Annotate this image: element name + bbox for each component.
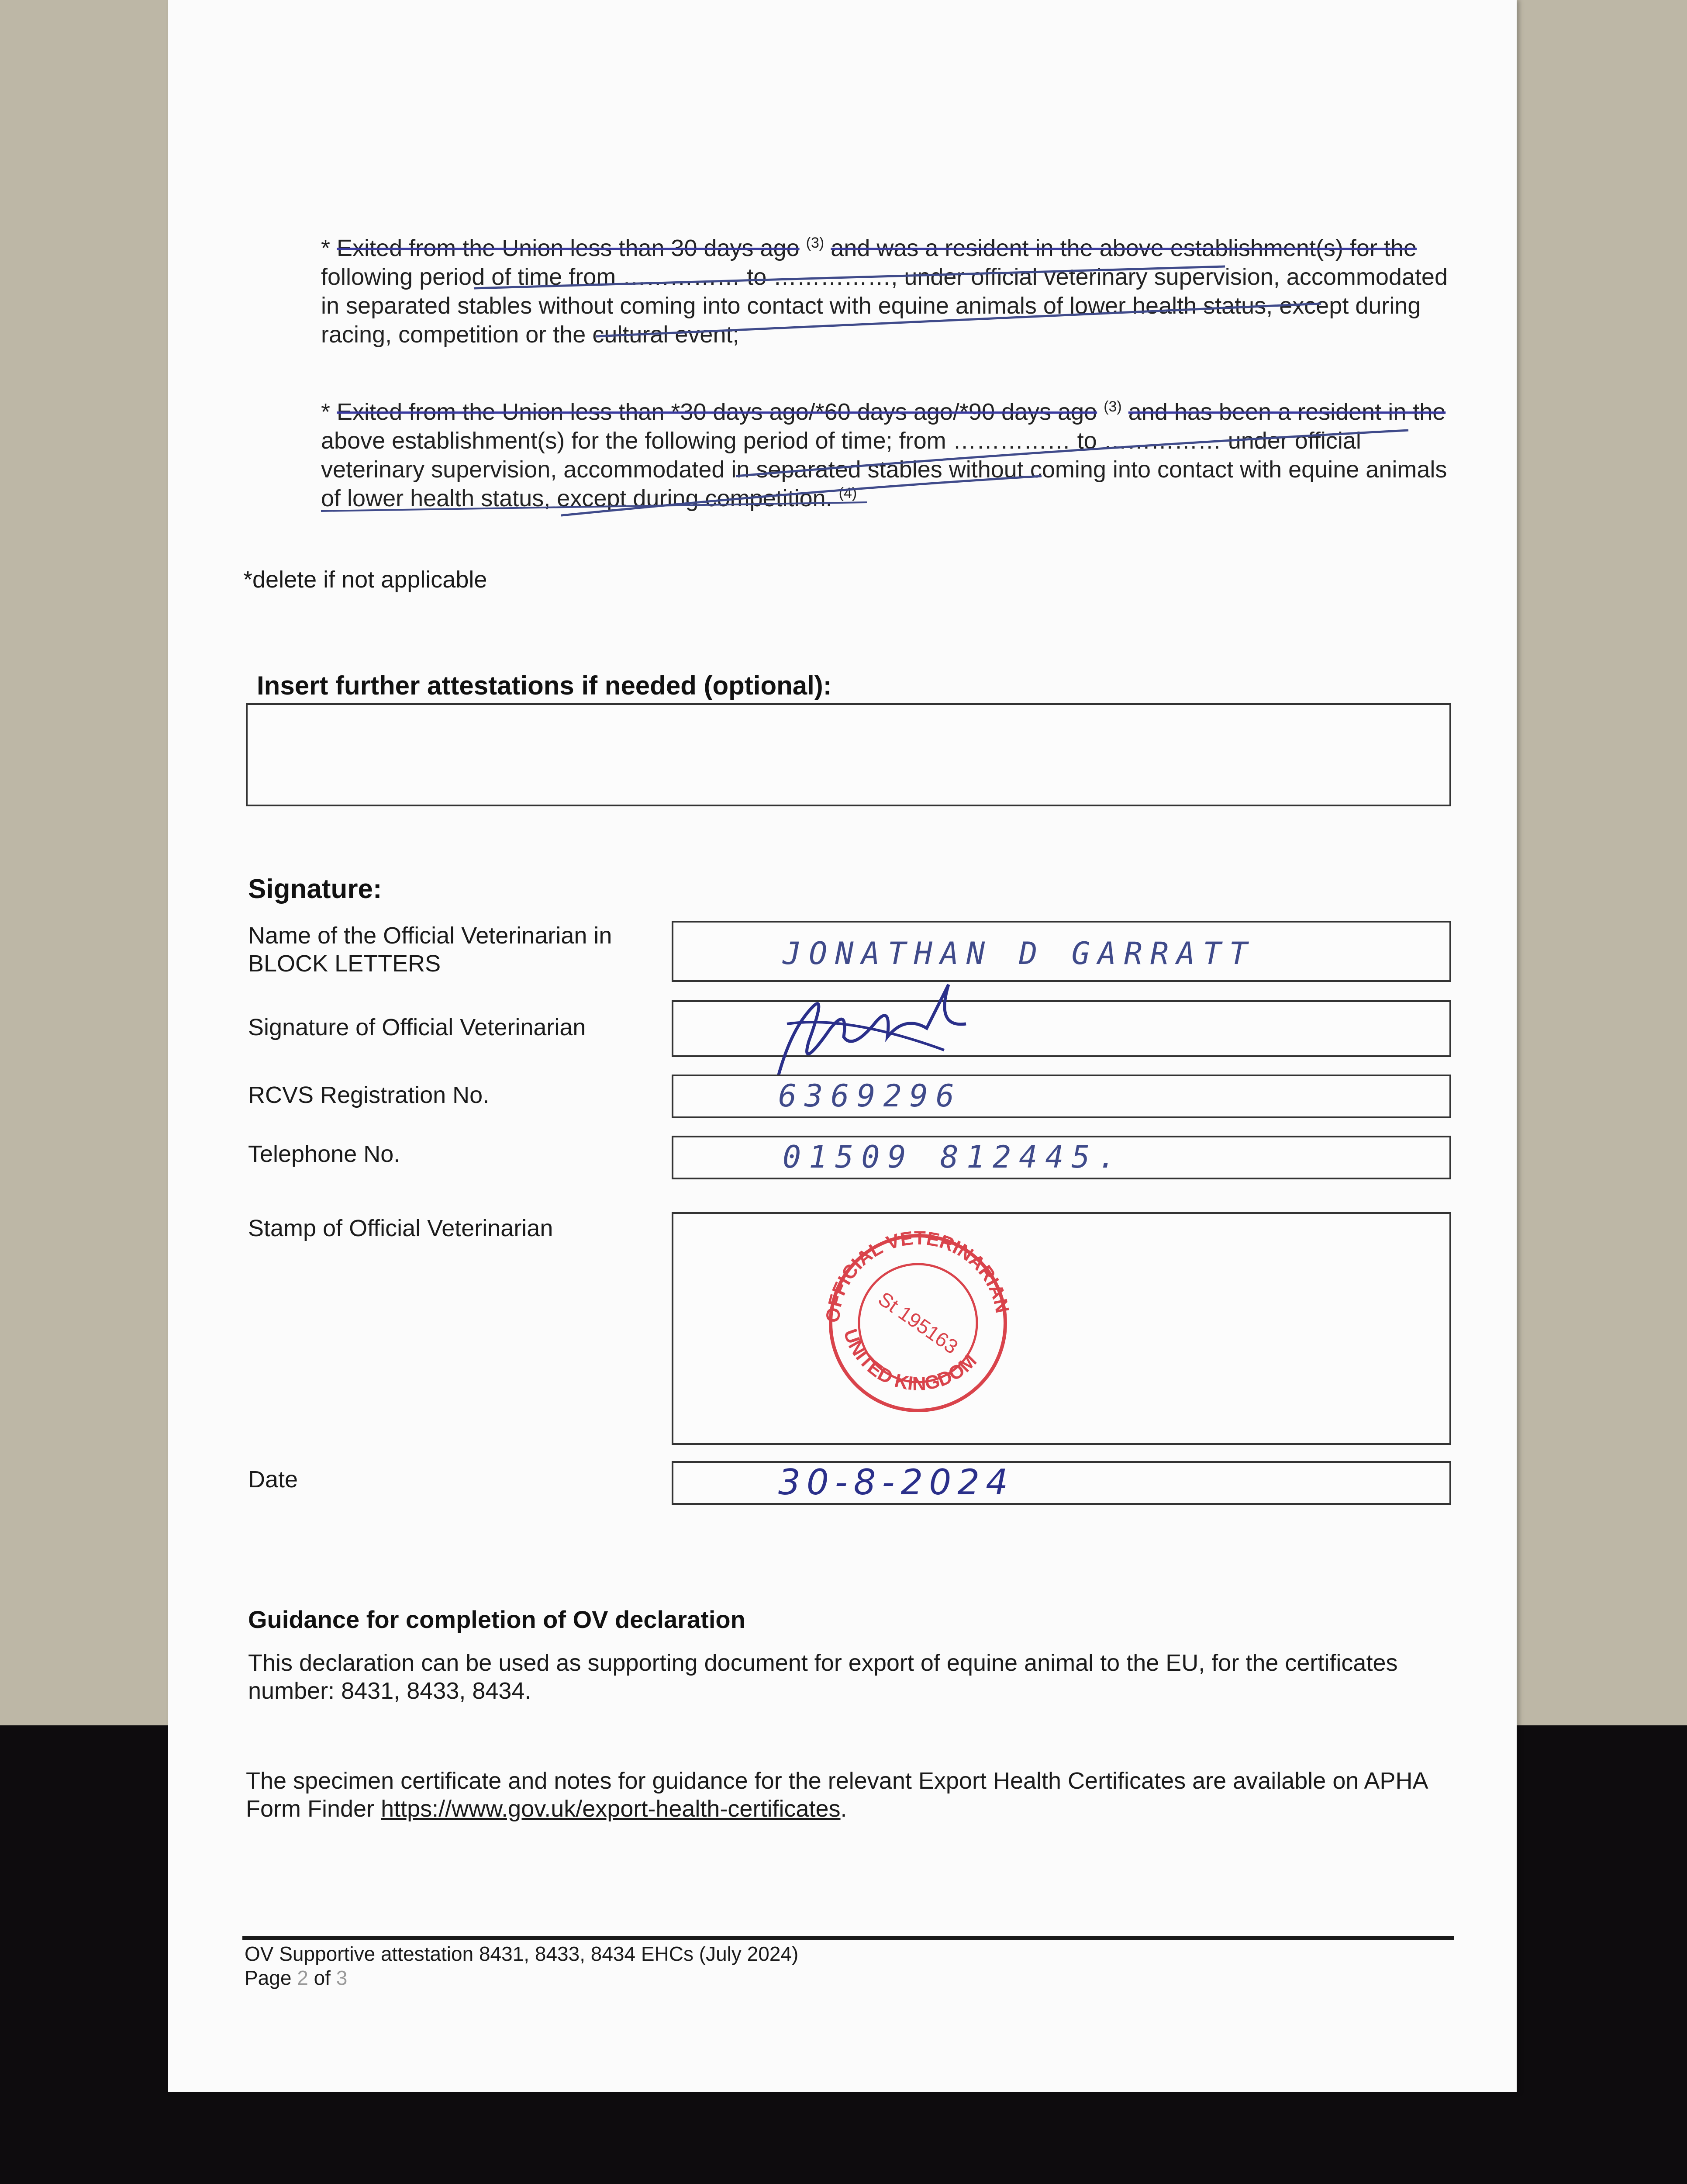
date-field[interactable] (672, 1461, 1451, 1505)
rcvs-label: RCVS Registration No. (248, 1082, 490, 1108)
guidance-para-2: The specimen certificate and notes for guidance for the relevant Export Health Certificates are available on APHA Form Finder https://www.gov.uk/export-health-certificates. (246, 1768, 1427, 1822)
signature-label: Signature of Official Veterinarian (248, 1014, 586, 1040)
attestation-1-struck-intro: Exited from the Union less than 30 days ago (337, 235, 800, 261)
page-number: Page 2 of 3 (245, 1966, 348, 1989)
official-stamp (804, 1205, 1032, 1432)
footer-title: OV Supportive attestation 8431, 8433, 8434 EHCs (July 2024) (245, 1942, 799, 1965)
name-label: Name of the Official Veterinarian in BLOCK LETTERS (248, 923, 612, 977)
svg-text:UNITED KINGDOM (839, 1327, 981, 1395)
phone-field[interactable] (672, 1136, 1451, 1179)
rcvs-value: 6369296 (778, 1078, 963, 1114)
stamp-field[interactable] (672, 1212, 1451, 1445)
rcvs-field[interactable] (672, 1075, 1451, 1118)
date-value: 30-8-2024 (778, 1462, 1014, 1503)
stamp-text-center: St 195163 (874, 1287, 963, 1358)
stamp-text-top: OFFICIAL VETERINARIAN (822, 1227, 1013, 1324)
stamp-label: Stamp of Official Veterinarian (248, 1215, 553, 1241)
further-attestations-heading: Insert further attestations if needed (optional): (257, 671, 832, 700)
guidance-heading: Guidance for completion of OV declaration (248, 1606, 745, 1633)
name-field[interactable] (672, 921, 1451, 982)
attestation-1-struck-tail: and was a resident in the above establishment(s) for the (831, 235, 1417, 261)
attestation-2-body: above establishment(s) for the following period of time; from …………… to …………… under official veterinary supervision, accommodated in separated stables without coming into contact with equine animals of lower health status, except during competition. (321, 428, 1447, 511)
signature-field[interactable] (672, 1000, 1451, 1057)
attestation-1-body: following period of time from …………… to ……………, under official veterinary supervision, accommodated in separated stables without coming into contact with equine animals of lower health status, except during racing, competition or the cultural event; (321, 264, 1448, 348)
attestation-1: * Exited from the Union less than 30 days ago $^{(3)}$ and was a resident in the above establishment(s) for the following period of time from …………… to ……………, under official veterinary supervision, accommodated in separated stables without coming into contact with equine animals of lower health status, except during racing, competition or the cultural event; (321, 235, 1448, 348)
delete-note: *delete if not applicable (243, 567, 487, 593)
phone-label: Telephone No. (248, 1141, 400, 1167)
phone-value: 01509 812445. (783, 1139, 1124, 1175)
attestation-2-struck-tail: and has been a resident in the (1128, 399, 1446, 425)
guidance-para-1: This declaration can be used as supporting document for export of equine animal to the EU, for the certificates number: 8431, 8433, 8434. (248, 1650, 1398, 1704)
signature-heading: Signature: (248, 874, 382, 904)
name-value: JONATHAN D GARRATT (783, 936, 1256, 971)
signature-scribble (761, 976, 988, 1089)
attestation-2: * Exited from the Union less than *30 days ago/*60 days ago/*90 days ago $^{(3)}$ and has been a resident in the above establishment(s) for the following period of time; from …………… to …………… under official veterinary supervision, accommodated in separated stables without coming into contact with equine animals of lower health status, except during competition. $^{(4)}$ (321, 398, 1447, 511)
footer-divider (242, 1936, 1454, 1940)
date-label: Date (248, 1466, 298, 1493)
export-health-certificates-link[interactable]: https://www.gov.uk/export-health-certificates (381, 1796, 841, 1822)
document-page (168, 0, 1517, 2092)
attestation-2-struck-intro: Exited from the Union less than *30 days ago/*60 days ago/*90 days ago (337, 399, 1097, 425)
further-attestations-input[interactable] (246, 703, 1451, 806)
stamp-text-bottom: UNITED KINGDOM (839, 1326, 981, 1395)
pen-strike-marks (168, 0, 1517, 568)
